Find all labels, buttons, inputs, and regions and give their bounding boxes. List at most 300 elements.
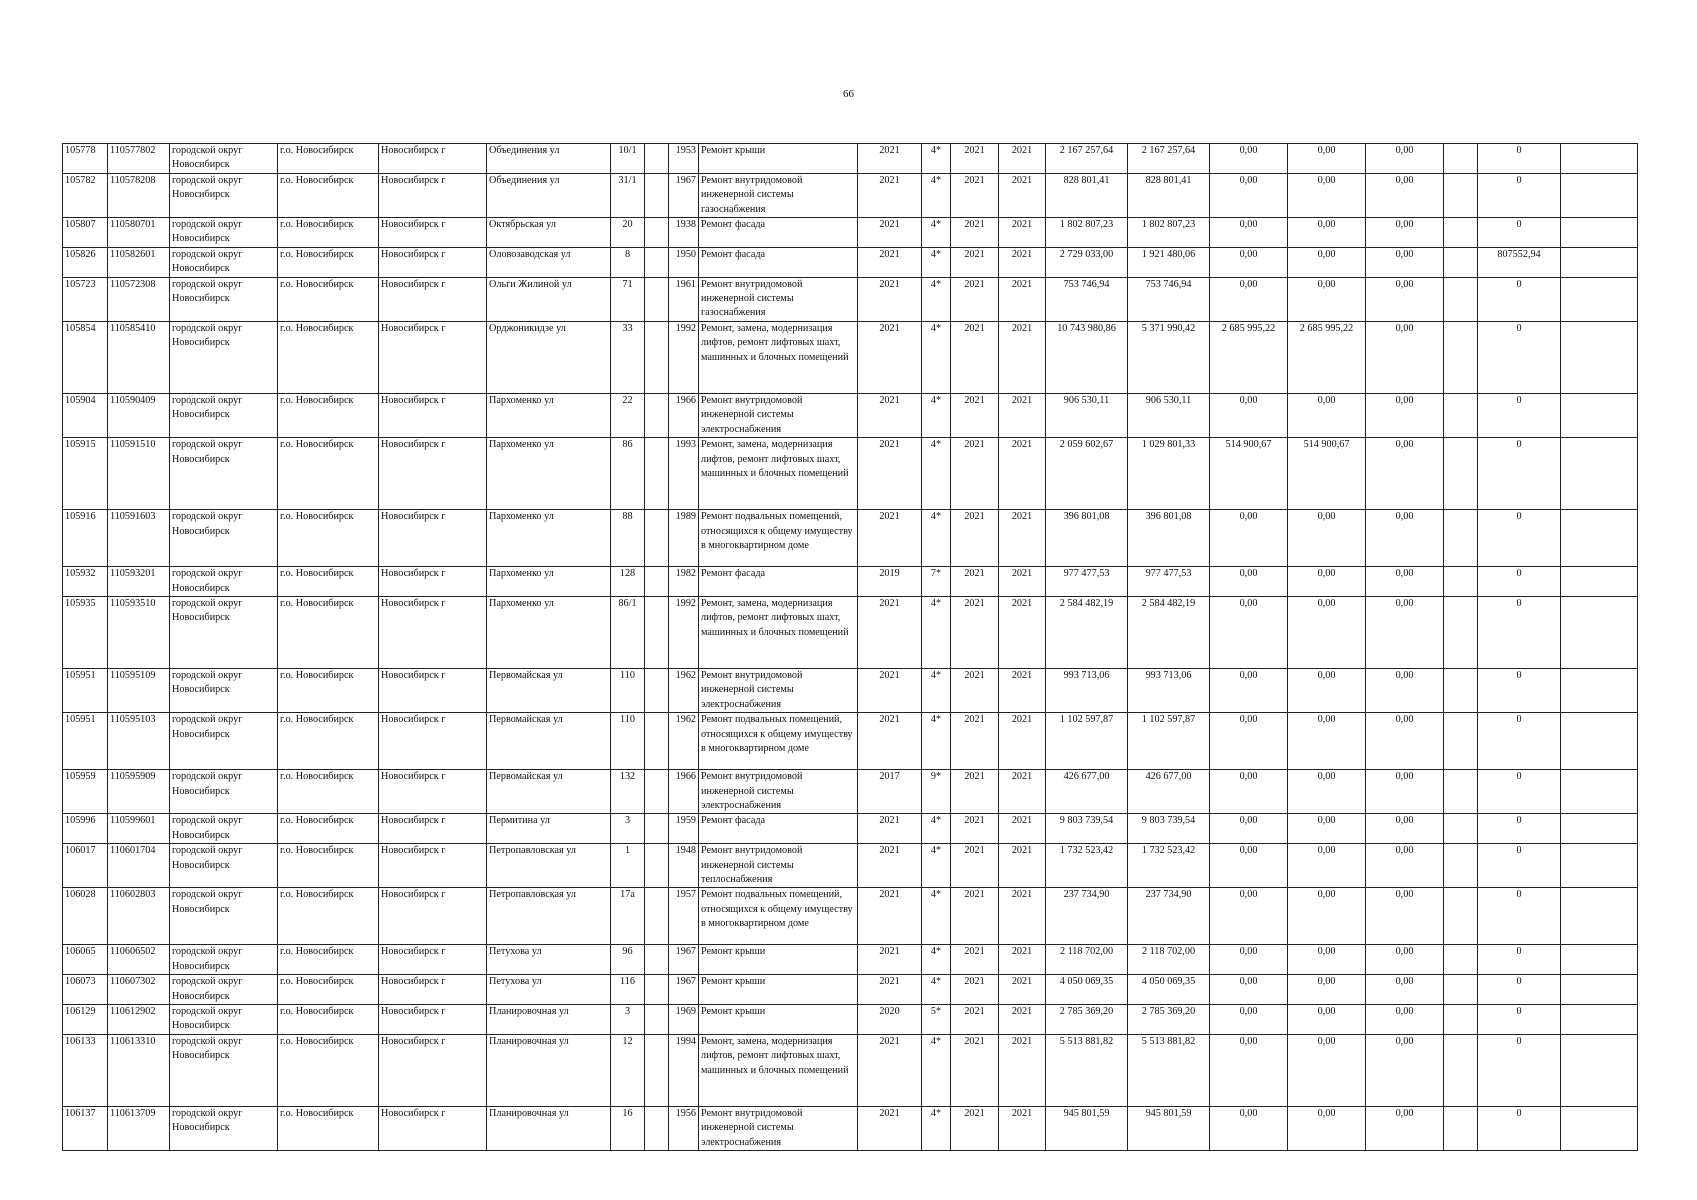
- cell-owner-funds: 0,00: [1366, 668, 1444, 712]
- cell-record-id: 106137: [63, 1106, 108, 1150]
- cell-priority: 4*: [922, 510, 951, 567]
- cell-plan-year: 2021: [858, 596, 922, 668]
- cell-record-id: 106065: [63, 945, 108, 975]
- cell-work-type: Ремонт фасада: [699, 218, 858, 248]
- cell-house-code: 110612902: [108, 1005, 170, 1035]
- cell-house-code: 110595103: [108, 713, 170, 770]
- cell-municipality: городской округ Новосибирск: [170, 247, 278, 277]
- cell-note: [1561, 770, 1638, 814]
- cell-house-letter: [645, 770, 669, 814]
- cell-street: Пермитина ул: [487, 814, 611, 844]
- cell-house-number: 116: [611, 975, 645, 1005]
- cell-house-number: 20: [611, 218, 645, 248]
- cell-street: Пархоменко ул: [487, 567, 611, 597]
- cell-street: Объединения ул: [487, 173, 611, 217]
- cell-priority: 4*: [922, 173, 951, 217]
- cell-build-year: 1993: [669, 438, 699, 510]
- cell-plan-year: 2021: [858, 393, 922, 437]
- cell-house-number: 33: [611, 321, 645, 393]
- cell-house-letter: [645, 218, 669, 248]
- cell-work-type: Ремонт подвальных помещений, относящихся к общему имуществу в многоквартирном доме: [699, 888, 858, 945]
- cell-house-code: 110613310: [108, 1034, 170, 1106]
- cell-regional-budget: 0,00: [1210, 1034, 1288, 1106]
- cell-record-id: 105951: [63, 713, 108, 770]
- cell-extra-col: [1444, 321, 1478, 393]
- cell-house-code: 110602803: [108, 888, 170, 945]
- cell-house-letter: [645, 1005, 669, 1035]
- table-row: [63, 945, 1638, 975]
- cell-plan-year: 2021: [858, 844, 922, 888]
- cell-priority: 4*: [922, 1106, 951, 1150]
- table-row: [63, 173, 1638, 217]
- cell-house-letter: [645, 510, 669, 567]
- cell-build-year: 1967: [669, 173, 699, 217]
- cell-street: Планировочная ул: [487, 1005, 611, 1035]
- cell-other-sources: 0: [1478, 975, 1561, 1005]
- cell-regional-budget: 0,00: [1210, 668, 1288, 712]
- cell-priority: 4*: [922, 321, 951, 393]
- cell-house-number: 1: [611, 844, 645, 888]
- cell-local-budget: 0,00: [1288, 975, 1366, 1005]
- cell-house-number: 16: [611, 1106, 645, 1150]
- table-row: [63, 596, 1638, 668]
- cell-priority: 4*: [922, 713, 951, 770]
- cell-work-type: Ремонт крыши: [699, 1005, 858, 1035]
- cell-fund-cost: 1 921 480,06: [1128, 247, 1210, 277]
- cell-priority: 7*: [922, 567, 951, 597]
- cell-local-budget: 0,00: [1288, 888, 1366, 945]
- cell-start-year: 2021: [951, 844, 999, 888]
- cell-municipal-district: г.о. Новосибирск: [278, 247, 379, 277]
- cell-local-budget: 0,00: [1288, 814, 1366, 844]
- cell-start-year: 2021: [951, 321, 999, 393]
- cell-house-letter: [645, 596, 669, 668]
- cell-note: [1561, 1005, 1638, 1035]
- cell-extra-col: [1444, 247, 1478, 277]
- cell-end-year: 2021: [999, 770, 1046, 814]
- cell-house-code: 110599601: [108, 814, 170, 844]
- cell-other-sources: 0: [1478, 844, 1561, 888]
- cell-extra-col: [1444, 1005, 1478, 1035]
- cell-house-code: 110591510: [108, 438, 170, 510]
- cell-start-year: 2021: [951, 1005, 999, 1035]
- cell-build-year: 1994: [669, 1034, 699, 1106]
- cell-plan-year: 2021: [858, 247, 922, 277]
- cell-house-code: 110593510: [108, 596, 170, 668]
- cell-regional-budget: 0,00: [1210, 945, 1288, 975]
- cell-owner-funds: 0,00: [1366, 1005, 1444, 1035]
- cell-house-code: 110607302: [108, 975, 170, 1005]
- cell-total-cost: 993 713,06: [1046, 668, 1128, 712]
- cell-house-letter: [645, 567, 669, 597]
- cell-regional-budget: 0,00: [1210, 1005, 1288, 1035]
- cell-local-budget: 0,00: [1288, 668, 1366, 712]
- cell-house-number: 3: [611, 1005, 645, 1035]
- cell-record-id: 105723: [63, 277, 108, 321]
- cell-street: Петропавловская ул: [487, 844, 611, 888]
- cell-total-cost: 2 118 702,00: [1046, 945, 1128, 975]
- table-row: [63, 247, 1638, 277]
- cell-settlement: Новосибирск г: [379, 945, 487, 975]
- cell-total-cost: 237 734,90: [1046, 888, 1128, 945]
- cell-local-budget: 0,00: [1288, 844, 1366, 888]
- cell-note: [1561, 218, 1638, 248]
- cell-local-budget: 0,00: [1288, 510, 1366, 567]
- cell-house-letter: [645, 1034, 669, 1106]
- cell-house-code: 110606502: [108, 945, 170, 975]
- cell-work-type: Ремонт крыши: [699, 945, 858, 975]
- cell-municipality: городской округ Новосибирск: [170, 321, 278, 393]
- cell-work-type: Ремонт, замена, модернизация лифтов, ремонт лифтовых шахт, машинных и блочных помещений: [699, 438, 858, 510]
- cell-municipality: городской округ Новосибирск: [170, 844, 278, 888]
- cell-street: Пархоменко ул: [487, 596, 611, 668]
- cell-note: [1561, 844, 1638, 888]
- cell-municipal-district: г.о. Новосибирск: [278, 321, 379, 393]
- cell-local-budget: 0,00: [1288, 567, 1366, 597]
- cell-fund-cost: 993 713,06: [1128, 668, 1210, 712]
- cell-total-cost: 828 801,41: [1046, 173, 1128, 217]
- cell-owner-funds: 0,00: [1366, 144, 1444, 174]
- cell-municipal-district: г.о. Новосибирск: [278, 668, 379, 712]
- cell-build-year: 1969: [669, 1005, 699, 1035]
- cell-extra-col: [1444, 144, 1478, 174]
- cell-work-type: Ремонт внутридомовой инженерной системы электроснабжения: [699, 393, 858, 437]
- cell-other-sources: 0: [1478, 393, 1561, 437]
- cell-street: Петухова ул: [487, 975, 611, 1005]
- cell-note: [1561, 945, 1638, 975]
- cell-house-code: 110595109: [108, 668, 170, 712]
- cell-priority: 4*: [922, 844, 951, 888]
- cell-fund-cost: 237 734,90: [1128, 888, 1210, 945]
- cell-note: [1561, 975, 1638, 1005]
- cell-municipal-district: г.о. Новосибирск: [278, 888, 379, 945]
- cell-priority: 4*: [922, 668, 951, 712]
- table-row: [63, 567, 1638, 597]
- cell-settlement: Новосибирск г: [379, 567, 487, 597]
- cell-regional-budget: 0,00: [1210, 596, 1288, 668]
- cell-end-year: 2021: [999, 321, 1046, 393]
- cell-regional-budget: 0,00: [1210, 814, 1288, 844]
- cell-owner-funds: 0,00: [1366, 713, 1444, 770]
- cell-extra-col: [1444, 844, 1478, 888]
- cell-record-id: 105778: [63, 144, 108, 174]
- cell-regional-budget: 0,00: [1210, 975, 1288, 1005]
- cell-note: [1561, 888, 1638, 945]
- cell-local-budget: 0,00: [1288, 770, 1366, 814]
- cell-end-year: 2021: [999, 173, 1046, 217]
- cell-priority: 4*: [922, 888, 951, 945]
- cell-start-year: 2021: [951, 888, 999, 945]
- cell-municipality: городской округ Новосибирск: [170, 1106, 278, 1150]
- cell-municipal-district: г.о. Новосибирск: [278, 393, 379, 437]
- cell-record-id: 105915: [63, 438, 108, 510]
- cell-plan-year: 2021: [858, 975, 922, 1005]
- cell-build-year: 1953: [669, 144, 699, 174]
- cell-end-year: 2021: [999, 844, 1046, 888]
- cell-plan-year: 2019: [858, 567, 922, 597]
- cell-municipal-district: г.о. Новосибирск: [278, 945, 379, 975]
- cell-end-year: 2021: [999, 247, 1046, 277]
- cell-house-letter: [645, 1106, 669, 1150]
- cell-municipality: городской округ Новосибирск: [170, 713, 278, 770]
- cell-settlement: Новосибирск г: [379, 1005, 487, 1035]
- cell-end-year: 2021: [999, 975, 1046, 1005]
- table-row: [63, 393, 1638, 437]
- capital-repair-register-table: [62, 143, 1638, 1151]
- cell-total-cost: 1 102 597,87: [1046, 713, 1128, 770]
- cell-total-cost: 1 732 523,42: [1046, 844, 1128, 888]
- cell-start-year: 2021: [951, 668, 999, 712]
- cell-fund-cost: 1 029 801,33: [1128, 438, 1210, 510]
- cell-record-id: 105854: [63, 321, 108, 393]
- cell-street: Объединения ул: [487, 144, 611, 174]
- cell-start-year: 2021: [951, 277, 999, 321]
- table-row: [63, 218, 1638, 248]
- cell-local-budget: 0,00: [1288, 1034, 1366, 1106]
- cell-build-year: 1950: [669, 247, 699, 277]
- cell-plan-year: 2021: [858, 277, 922, 321]
- cell-record-id: 106028: [63, 888, 108, 945]
- cell-record-id: 106017: [63, 844, 108, 888]
- cell-work-type: Ремонт подвальных помещений, относящихся к общему имуществу в многоквартирном доме: [699, 713, 858, 770]
- cell-house-letter: [645, 277, 669, 321]
- cell-street: Первомайская ул: [487, 770, 611, 814]
- cell-municipality: городской округ Новосибирск: [170, 393, 278, 437]
- cell-owner-funds: 0,00: [1366, 596, 1444, 668]
- cell-municipal-district: г.о. Новосибирск: [278, 844, 379, 888]
- cell-settlement: Новосибирск г: [379, 1106, 487, 1150]
- cell-extra-col: [1444, 945, 1478, 975]
- cell-record-id: 105951: [63, 668, 108, 712]
- cell-total-cost: 426 677,00: [1046, 770, 1128, 814]
- cell-start-year: 2021: [951, 1106, 999, 1150]
- cell-build-year: 1992: [669, 321, 699, 393]
- cell-regional-budget: 0,00: [1210, 510, 1288, 567]
- cell-total-cost: 10 743 980,86: [1046, 321, 1128, 393]
- cell-extra-col: [1444, 713, 1478, 770]
- cell-local-budget: 0,00: [1288, 247, 1366, 277]
- cell-start-year: 2021: [951, 596, 999, 668]
- cell-other-sources: 0: [1478, 567, 1561, 597]
- cell-plan-year: 2021: [858, 218, 922, 248]
- cell-house-letter: [645, 975, 669, 1005]
- cell-settlement: Новосибирск г: [379, 173, 487, 217]
- cell-extra-col: [1444, 668, 1478, 712]
- cell-extra-col: [1444, 438, 1478, 510]
- cell-house-number: 71: [611, 277, 645, 321]
- cell-plan-year: 2017: [858, 770, 922, 814]
- cell-house-code: 110577802: [108, 144, 170, 174]
- cell-plan-year: 2021: [858, 888, 922, 945]
- cell-regional-budget: 0,00: [1210, 844, 1288, 888]
- cell-total-cost: 396 801,08: [1046, 510, 1128, 567]
- cell-extra-col: [1444, 770, 1478, 814]
- cell-municipality: городской округ Новосибирск: [170, 596, 278, 668]
- cell-record-id: 105916: [63, 510, 108, 567]
- cell-municipality: городской округ Новосибирск: [170, 144, 278, 174]
- cell-house-code: 110572308: [108, 277, 170, 321]
- cell-total-cost: 2 584 482,19: [1046, 596, 1128, 668]
- cell-fund-cost: 9 803 739,54: [1128, 814, 1210, 844]
- cell-municipal-district: г.о. Новосибирск: [278, 277, 379, 321]
- cell-build-year: 1967: [669, 975, 699, 1005]
- cell-municipality: городской округ Новосибирск: [170, 945, 278, 975]
- cell-start-year: 2021: [951, 567, 999, 597]
- cell-owner-funds: 0,00: [1366, 277, 1444, 321]
- cell-priority: 4*: [922, 596, 951, 668]
- cell-priority: 4*: [922, 438, 951, 510]
- cell-plan-year: 2021: [858, 1034, 922, 1106]
- cell-settlement: Новосибирск г: [379, 713, 487, 770]
- cell-end-year: 2021: [999, 945, 1046, 975]
- cell-settlement: Новосибирск г: [379, 144, 487, 174]
- cell-settlement: Новосибирск г: [379, 770, 487, 814]
- cell-fund-cost: 5 371 990,42: [1128, 321, 1210, 393]
- table-row: [63, 1034, 1638, 1106]
- cell-street: Планировочная ул: [487, 1106, 611, 1150]
- cell-fund-cost: 2 118 702,00: [1128, 945, 1210, 975]
- cell-regional-budget: 0,00: [1210, 770, 1288, 814]
- cell-house-code: 110582601: [108, 247, 170, 277]
- cell-fund-cost: 945 801,59: [1128, 1106, 1210, 1150]
- cell-local-budget: 0,00: [1288, 945, 1366, 975]
- cell-settlement: Новосибирск г: [379, 1034, 487, 1106]
- cell-local-budget: 514 900,67: [1288, 438, 1366, 510]
- cell-extra-col: [1444, 975, 1478, 1005]
- cell-house-number: 86/1: [611, 596, 645, 668]
- cell-settlement: Новосибирск г: [379, 888, 487, 945]
- table-row: [63, 277, 1638, 321]
- table-row: [63, 770, 1638, 814]
- cell-house-code: 110590409: [108, 393, 170, 437]
- cell-note: [1561, 321, 1638, 393]
- table-row: [63, 510, 1638, 567]
- cell-start-year: 2021: [951, 713, 999, 770]
- cell-house-letter: [645, 945, 669, 975]
- table-row: [63, 144, 1638, 174]
- cell-regional-budget: 0,00: [1210, 567, 1288, 597]
- cell-priority: 4*: [922, 277, 951, 321]
- cell-house-letter: [645, 173, 669, 217]
- cell-total-cost: 977 477,53: [1046, 567, 1128, 597]
- cell-other-sources: 0: [1478, 438, 1561, 510]
- cell-owner-funds: 0,00: [1366, 438, 1444, 510]
- cell-house-letter: [645, 814, 669, 844]
- cell-other-sources: 0: [1478, 596, 1561, 668]
- table-row: [63, 321, 1638, 393]
- cell-local-budget: 0,00: [1288, 277, 1366, 321]
- cell-build-year: 1966: [669, 393, 699, 437]
- cell-record-id: 105935: [63, 596, 108, 668]
- cell-house-number: 96: [611, 945, 645, 975]
- cell-total-cost: 5 513 881,82: [1046, 1034, 1128, 1106]
- cell-fund-cost: 426 677,00: [1128, 770, 1210, 814]
- cell-house-number: 132: [611, 770, 645, 814]
- cell-settlement: Новосибирск г: [379, 247, 487, 277]
- cell-municipal-district: г.о. Новосибирск: [278, 975, 379, 1005]
- cell-settlement: Новосибирск г: [379, 814, 487, 844]
- cell-priority: 4*: [922, 945, 951, 975]
- cell-plan-year: 2021: [858, 144, 922, 174]
- cell-extra-col: [1444, 510, 1478, 567]
- cell-owner-funds: 0,00: [1366, 1106, 1444, 1150]
- cell-build-year: 1948: [669, 844, 699, 888]
- cell-house-code: 110593201: [108, 567, 170, 597]
- cell-total-cost: 945 801,59: [1046, 1106, 1128, 1150]
- cell-priority: 4*: [922, 975, 951, 1005]
- cell-start-year: 2021: [951, 218, 999, 248]
- cell-owner-funds: 0,00: [1366, 321, 1444, 393]
- table-row: [63, 668, 1638, 712]
- cell-build-year: 1989: [669, 510, 699, 567]
- cell-municipality: городской округ Новосибирск: [170, 567, 278, 597]
- cell-owner-funds: 0,00: [1366, 844, 1444, 888]
- cell-work-type: Ремонт, замена, модернизация лифтов, ремонт лифтовых шахт, машинных и блочных помещений: [699, 1034, 858, 1106]
- cell-settlement: Новосибирск г: [379, 438, 487, 510]
- cell-plan-year: 2021: [858, 510, 922, 567]
- cell-record-id: 105959: [63, 770, 108, 814]
- cell-build-year: 1957: [669, 888, 699, 945]
- cell-work-type: Ремонт внутридомовой инженерной системы теплоснабжения: [699, 844, 858, 888]
- cell-house-number: 22: [611, 393, 645, 437]
- table-row: [63, 713, 1638, 770]
- cell-other-sources: 0: [1478, 321, 1561, 393]
- cell-start-year: 2021: [951, 510, 999, 567]
- cell-municipal-district: г.о. Новосибирск: [278, 1034, 379, 1106]
- cell-municipality: городской округ Новосибирск: [170, 1034, 278, 1106]
- cell-note: [1561, 668, 1638, 712]
- cell-regional-budget: 0,00: [1210, 218, 1288, 248]
- cell-municipality: городской округ Новосибирск: [170, 438, 278, 510]
- cell-other-sources: 0: [1478, 1005, 1561, 1035]
- cell-owner-funds: 0,00: [1366, 218, 1444, 248]
- cell-plan-year: 2021: [858, 438, 922, 510]
- cell-owner-funds: 0,00: [1366, 247, 1444, 277]
- cell-record-id: 106129: [63, 1005, 108, 1035]
- cell-note: [1561, 1106, 1638, 1150]
- cell-note: [1561, 277, 1638, 321]
- cell-record-id: 105826: [63, 247, 108, 277]
- cell-other-sources: 0: [1478, 668, 1561, 712]
- cell-owner-funds: 0,00: [1366, 1034, 1444, 1106]
- cell-plan-year: 2021: [858, 814, 922, 844]
- cell-start-year: 2021: [951, 393, 999, 437]
- cell-extra-col: [1444, 218, 1478, 248]
- cell-priority: 4*: [922, 1034, 951, 1106]
- cell-end-year: 2021: [999, 888, 1046, 945]
- cell-build-year: 1959: [669, 814, 699, 844]
- cell-municipal-district: г.о. Новосибирск: [278, 1005, 379, 1035]
- cell-settlement: Новосибирск г: [379, 844, 487, 888]
- cell-house-number: 86: [611, 438, 645, 510]
- cell-house-code: 110595909: [108, 770, 170, 814]
- cell-total-cost: 4 050 069,35: [1046, 975, 1128, 1005]
- cell-owner-funds: 0,00: [1366, 393, 1444, 437]
- cell-local-budget: 0,00: [1288, 173, 1366, 217]
- cell-other-sources: 0: [1478, 770, 1561, 814]
- cell-municipality: городской округ Новосибирск: [170, 888, 278, 945]
- cell-street: Первомайская ул: [487, 713, 611, 770]
- cell-house-letter: [645, 438, 669, 510]
- cell-house-number: 8: [611, 247, 645, 277]
- cell-other-sources: 0: [1478, 173, 1561, 217]
- cell-priority: 4*: [922, 218, 951, 248]
- cell-settlement: Новосибирск г: [379, 510, 487, 567]
- cell-regional-budget: 0,00: [1210, 888, 1288, 945]
- cell-regional-budget: 0,00: [1210, 1106, 1288, 1150]
- cell-fund-cost: 4 050 069,35: [1128, 975, 1210, 1005]
- cell-extra-col: [1444, 567, 1478, 597]
